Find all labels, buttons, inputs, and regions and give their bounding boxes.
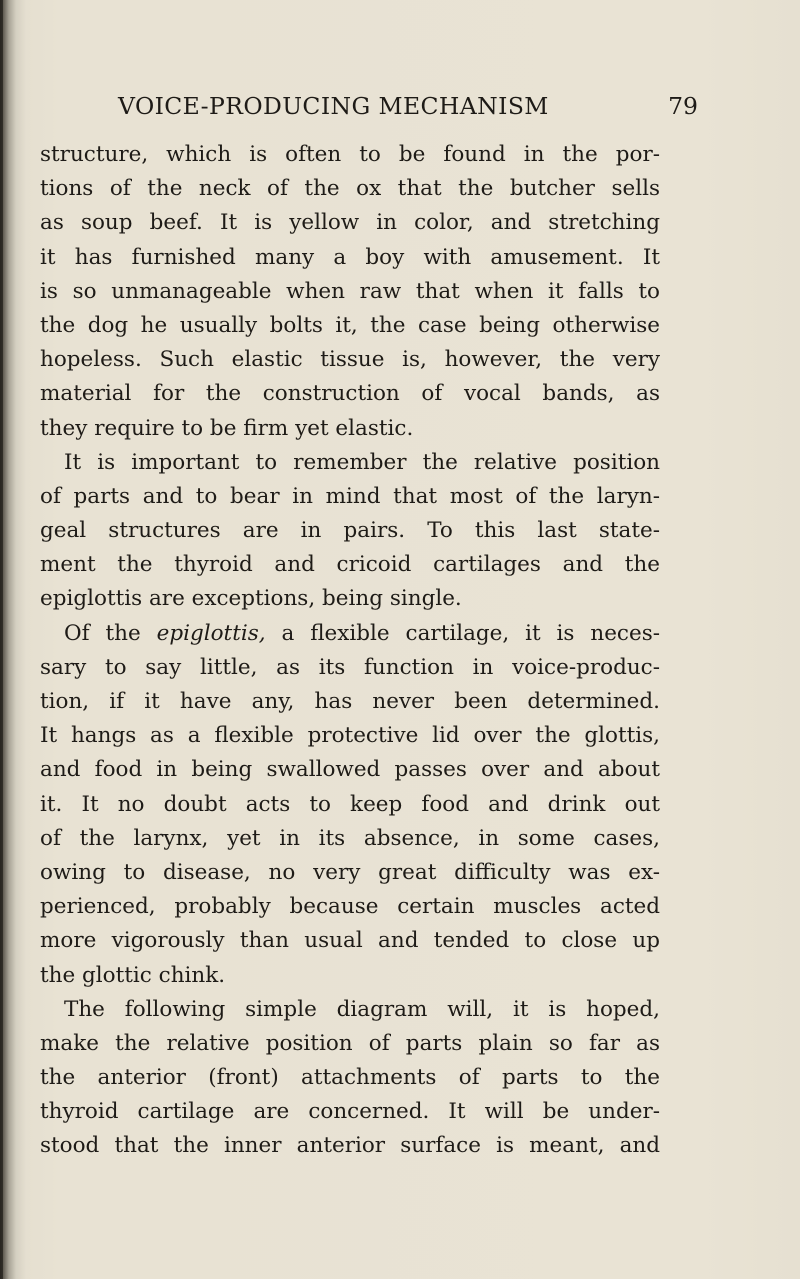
- text-line: the anterior (front) attachments of parts to the: [40, 1065, 660, 1091]
- text-line: epiglottis are exceptions, being single.: [40, 586, 462, 612]
- text-line: make the relative position of parts plain so far as: [40, 1030, 660, 1056]
- text-line: they require to be firm yet elastic.: [40, 415, 414, 441]
- body-text: [40, 138, 660, 1164]
- text-line: owing to disease, no very great difficulty was ex-: [40, 859, 660, 885]
- text-run: Of the: [64, 620, 157, 646]
- text-line: stood that the inner anterior surface is meant, and: [40, 1133, 660, 1159]
- text-line: perienced, probably because certain muscles acted: [40, 894, 660, 920]
- text-line: it has furnished many a boy with amusement. It: [40, 244, 660, 270]
- text-run: a flexible cartilage, it is neces-: [265, 620, 660, 646]
- text-line: more vigorously than usual and tended to close up: [40, 928, 660, 954]
- text-line: thyroid cartilage are concerned. It will be under-: [40, 1099, 660, 1125]
- text-line: The following simple diagram will, it is hoped,: [64, 996, 660, 1022]
- text-line: the dog he usually bolts it, the case being otherwise: [40, 312, 660, 338]
- text-line: material for the construction of vocal bands, as: [40, 381, 660, 407]
- text-line: it. It no doubt acts to keep food and drink out: [40, 791, 660, 817]
- text-line: ment the thyroid and cricoid cartilages and the: [40, 552, 660, 578]
- text-line: hopeless. Such elastic tissue is, however, the very: [40, 347, 660, 373]
- text-line: structure, which is often to be found in the por-: [40, 142, 660, 167]
- text-line: is so unmanageable when raw that when it falls to: [40, 278, 660, 304]
- epiglottis-line: [40, 617, 660, 651]
- page-number: 79: [668, 92, 698, 120]
- text-line: sary to say little, as its function in voice-produc-: [40, 654, 660, 680]
- text-line: geal structures are in pairs. To this last state-: [40, 518, 660, 544]
- text-line: of the larynx, yet in its absence, in some cases,: [40, 825, 660, 851]
- text-line: tion, if it have any, has never been determined.: [40, 689, 660, 714]
- text-line: the glottic chink.: [40, 962, 226, 988]
- text-line: as soup beef. It is yellow in color, and stretching: [40, 210, 660, 236]
- running-head: [118, 92, 698, 126]
- text-line: and food in being swallowed passes over and about: [40, 757, 660, 783]
- page-gutter-shadow: [0, 0, 3, 1279]
- running-head-title: VOICE-PRODUCING MECHANISM: [118, 92, 549, 120]
- text-line: of parts and to bear in mind that most of the laryn-: [40, 483, 660, 509]
- text-line: It is important to remember the relative position: [64, 449, 660, 475]
- italic-term: epiglottis,: [156, 620, 266, 646]
- text-line: It hangs as a flexible protective lid over the glottis,: [40, 723, 660, 749]
- text-line: tions of the neck of the ox that the butcher sells: [40, 176, 660, 202]
